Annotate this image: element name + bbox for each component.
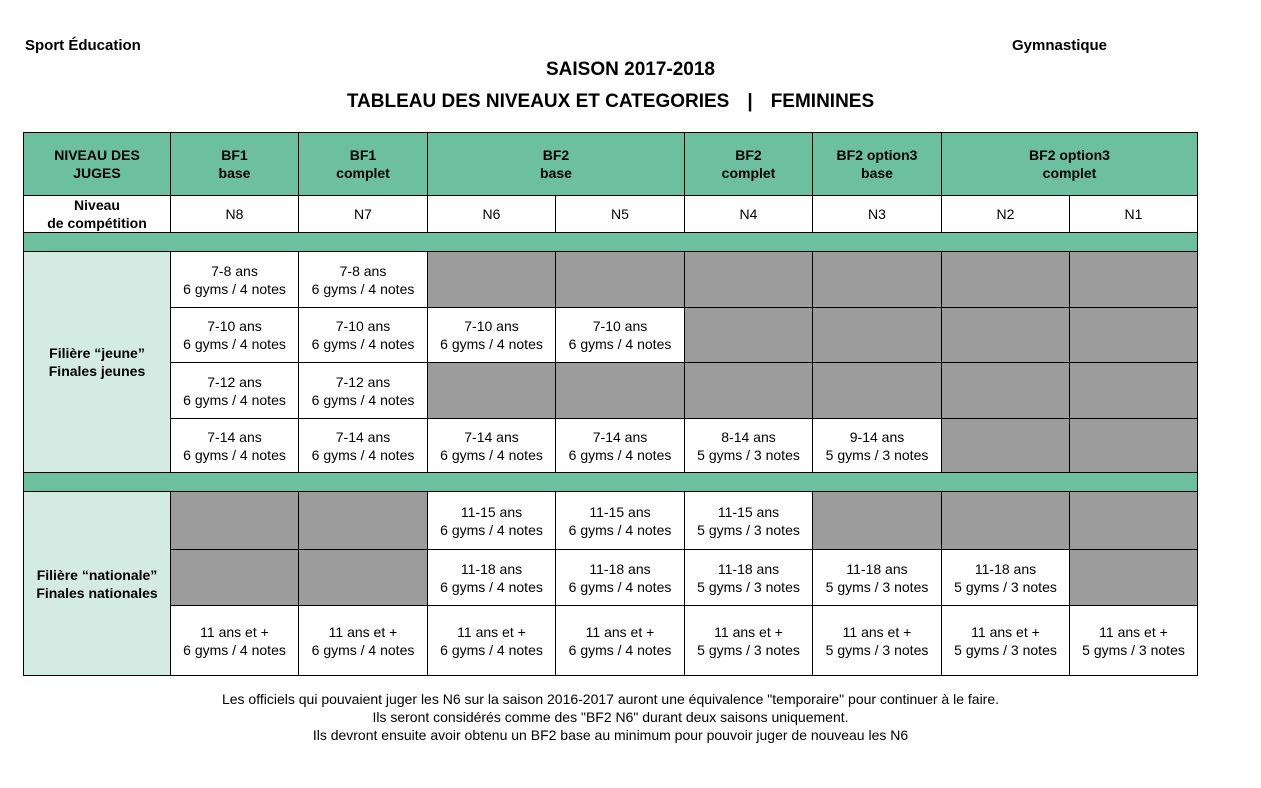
section-separator [24,473,1198,492]
subtitle-right: FEMININES [770,91,875,112]
judge-level-bf1-complet [299,133,428,196]
category-age: 11 ans et + [200,623,269,640]
category-cell [171,419,299,473]
header-left-label: Sport Éducation [25,37,141,54]
category-age: 7-8 ans [211,262,258,279]
empty-cell [813,363,942,419]
judges-header-line2: JUGES [73,165,121,181]
competition-header-line2: de compétition [47,215,147,231]
category-age: 11 ans et + [457,623,526,640]
category-format: 6 gyms / 4 notes [440,336,543,352]
category-cell [171,363,299,419]
footnote [0,690,1221,744]
category-format: 6 gyms / 4 notes [311,280,415,297]
empty-cell [428,252,556,308]
category-cell [813,606,942,676]
category-cell [942,550,1070,606]
subtitle-separator: | [747,91,753,112]
category-format: 6 gyms / 4 notes [440,521,543,538]
category-cell [685,550,813,606]
judge-level-line2: base [861,165,893,181]
empty-cell [813,308,942,363]
judge-level-line2: complet [336,165,390,181]
category-age: 11-18 ans [974,560,1037,577]
category-age: 11-15 ans [460,503,523,520]
category-age: 11 ans et + [1099,623,1168,640]
category-format: 5 gyms / 3 notes [825,446,929,463]
empty-cell [813,492,942,550]
empty-cell [428,363,556,419]
category-cell [556,419,685,473]
category-format: 5 gyms / 3 notes [697,578,800,595]
category-cell [685,606,813,676]
category-cell [299,363,428,419]
empty-cell [942,419,1070,473]
category-cell [813,550,942,606]
level-cell: N5 [556,196,685,233]
empty-cell [942,492,1070,550]
empty-cell [1070,308,1198,363]
category-age: 11-15 ans [589,503,651,520]
category-cell [171,252,299,308]
nationale-label-line1: Filière “nationale” [36,566,158,583]
category-age: 7-10 ans [207,318,262,334]
judge-level-line2: base [218,165,251,181]
judge-level-bf2-base [428,133,685,196]
category-age: 11 ans et + [585,623,655,640]
category-format: 6 gyms / 4 notes [440,578,543,595]
category-age: 7-12 ans [335,373,391,390]
judges-header-cell [24,133,171,196]
category-format: 5 gyms / 3 notes [954,578,1057,595]
category-format: 5 gyms / 3 notes [1082,641,1185,658]
empty-cell [685,308,813,363]
empty-cell [813,252,942,308]
category-age: 11-15 ans [717,503,780,520]
empty-cell [299,492,428,550]
empty-cell [942,308,1070,363]
empty-cell [299,550,428,606]
category-cell [299,419,428,473]
category-cell [428,419,556,473]
category-format: 6 gyms / 4 notes [183,446,286,463]
judge-level-bf1-base [171,133,299,196]
empty-cell [1070,252,1198,308]
judge-level-line2: base [540,165,572,181]
category-format: 6 gyms / 4 notes [440,641,543,658]
category-cell [685,492,813,550]
judge-level-line1: BF1 [221,147,248,163]
judge-level-line1: BF2 option3 [836,147,918,163]
category-age: 7-8 ans [339,262,387,279]
footnote-line: Ils seront considérés comme des "BF2 N6" durant deux saisons uniquement. [372,709,849,725]
category-age: 11 ans et + [714,623,783,640]
category-age: 7-14 ans [592,428,648,445]
category-format: 6 gyms / 4 notes [311,336,415,352]
jeune-label-line2: Finales jeunes [48,363,146,379]
category-format: 6 gyms / 4 notes [183,391,286,408]
section-separator [24,233,1198,252]
category-cell [556,492,685,550]
category-age: 11 ans et + [971,623,1040,640]
empty-cell [171,492,299,550]
level-cell: N4 [685,196,813,233]
judges-header-line1: NIVEAU DES [54,147,140,163]
category-age: 8-14 ans [721,428,776,445]
category-cell [171,606,299,676]
empty-cell [685,252,813,308]
category-cell [685,419,813,473]
category-cell [813,419,942,473]
category-age: 7-10 ans [464,318,519,334]
category-cell [428,606,556,676]
category-cell [428,492,556,550]
empty-cell [1070,550,1198,606]
category-cell [428,308,556,363]
category-cell [299,308,428,363]
category-cell [556,550,685,606]
category-age: 11-18 ans [460,560,523,577]
category-age: 7-14 ans [335,428,391,445]
category-age: 7-10 ans [592,318,648,334]
category-format: 6 gyms / 4 notes [568,578,672,595]
level-cell: N6 [428,196,556,233]
nationale-section-label [24,492,171,676]
footnote-line: Les officiels qui pouvaient juger les N6 sur la saison 2016-2017 auront une équivalence "temporaire" pour continuer à le faire. [221,691,1000,707]
category-age: 11-18 ans [846,560,908,577]
nationale-label-line2: Finales nationales [36,584,158,601]
empty-cell [942,252,1070,308]
category-age: 7-12 ans [207,373,262,390]
category-format: 5 gyms / 3 notes [697,521,800,538]
empty-cell [1070,419,1198,473]
category-cell [299,606,428,676]
category-format: 6 gyms / 4 notes [568,521,672,538]
category-format: 6 gyms / 4 notes [183,336,286,352]
empty-cell [556,363,685,419]
empty-cell [942,363,1070,419]
category-format: 5 gyms / 3 notes [825,641,929,658]
category-cell [299,252,428,308]
category-format: 5 gyms / 3 notes [697,641,800,658]
category-age: 9-14 ans [849,428,905,445]
levels-table [23,132,1198,676]
empty-cell [1070,363,1198,419]
page-subtitle [0,91,1221,113]
judge-level-line1: BF2 option3 [1029,147,1110,163]
level-cell: N2 [942,196,1070,233]
empty-cell [556,252,685,308]
jeune-section-label [24,252,171,473]
category-age: 7-14 ans [464,428,519,445]
category-cell [942,606,1070,676]
page-title: SAISON 2017-2018 [546,59,715,80]
category-format: 6 gyms / 4 notes [183,641,286,658]
judge-level-line1: BF2 [542,147,570,163]
header-right-label: Gymnastique [1012,37,1108,54]
category-cell [428,550,556,606]
judge-level-bf2-option3-base [813,133,942,196]
category-format: 6 gyms / 4 notes [311,446,415,463]
category-format: 6 gyms / 4 notes [568,336,672,352]
category-age: 7-14 ans [207,428,262,445]
judge-level-line2: complet [1042,165,1097,181]
category-format: 5 gyms / 3 notes [697,446,800,463]
category-cell [1070,606,1198,676]
level-cell: N8 [171,196,299,233]
judge-level-line1: BF2 [735,147,762,163]
category-format: 5 gyms / 3 notes [825,578,929,595]
competition-header-cell [24,196,171,233]
category-cell [556,308,685,363]
footnote-line: Ils devront ensuite avoir obtenu un BF2 base au minimum pour pouvoir juger de nouveau les N6 [312,727,909,743]
category-format: 6 gyms / 4 notes [568,446,672,463]
category-format: 5 gyms / 3 notes [954,641,1057,658]
category-age: 11 ans et + [842,623,912,640]
subtitle-left: TABLEAU DES NIVEAUX ET CATEGORIES [346,91,730,112]
judge-level-line1: BF1 [349,147,377,163]
category-age: 11 ans et + [328,623,398,640]
judge-level-bf2-option3-complet [942,133,1198,196]
empty-cell [171,550,299,606]
judge-level-bf2-complet [685,133,813,196]
category-cell [556,606,685,676]
level-cell: N1 [1070,196,1198,233]
category-format: 6 gyms / 4 notes [311,641,415,658]
category-cell [171,308,299,363]
category-format: 6 gyms / 4 notes [311,391,415,408]
competition-header-line1: Niveau [74,197,120,213]
category-format: 6 gyms / 4 notes [440,446,543,463]
judge-level-line2: complet [721,165,776,181]
empty-cell [1070,492,1198,550]
level-cell: N7 [299,196,428,233]
category-age: 7-10 ans [335,318,391,334]
category-age: 11-18 ans [589,560,651,577]
category-age: 11-18 ans [717,560,780,577]
category-format: 6 gyms / 4 notes [568,641,672,658]
category-format: 6 gyms / 4 notes [183,280,286,297]
level-cell: N3 [813,196,942,233]
jeune-label-line1: Filière “jeune” [49,345,145,361]
empty-cell [685,363,813,419]
